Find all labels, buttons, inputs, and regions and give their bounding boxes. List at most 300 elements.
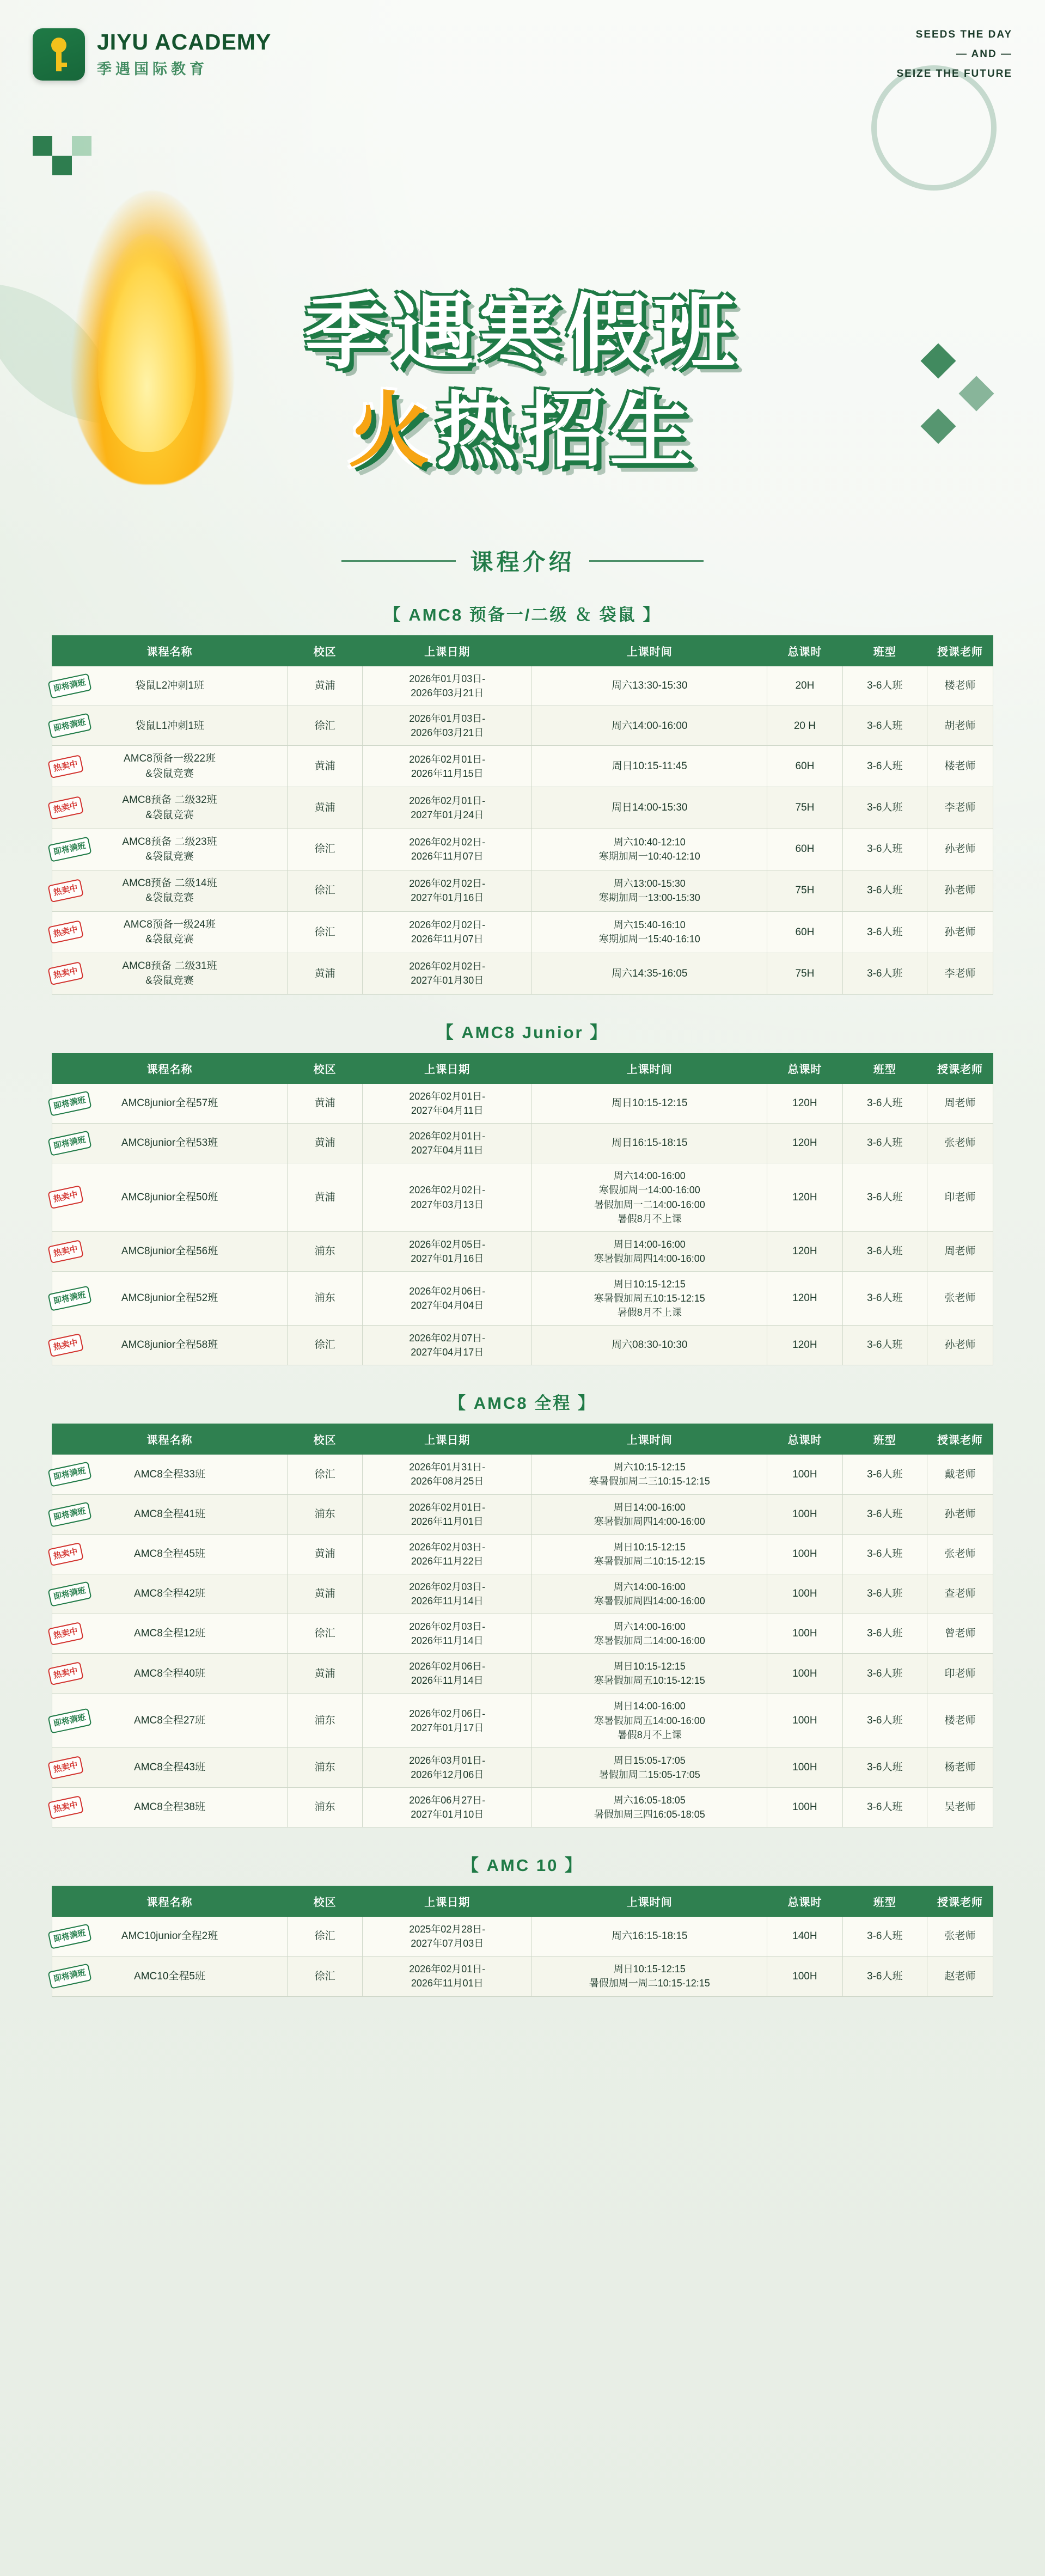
- cell-time: 周日14:00-16:00 寒暑假加周五14:00-16:00 暑假8月不上课: [532, 1694, 767, 1747]
- cell-teacher: 周老师: [927, 1083, 993, 1123]
- cell-type: 3-6人班: [842, 1163, 927, 1231]
- status-badge: 热卖中: [47, 1622, 83, 1646]
- table-row[interactable]: [52, 1787, 993, 1827]
- cell-date: 2025年02月28日- 2027年07月03日: [363, 1917, 532, 1956]
- column-header-hours: 总课时: [767, 636, 842, 666]
- status-badge: 热卖中: [47, 962, 83, 986]
- cell-type: 3-6人班: [842, 1614, 927, 1654]
- status-badge: 即将满班: [48, 837, 92, 862]
- cell-hours: 140H: [767, 1917, 842, 1956]
- course-table-block: [0, 1886, 1045, 1996]
- cell-name: [52, 1271, 288, 1325]
- column-header-type: 班型: [842, 1053, 927, 1083]
- cell-type: 3-6人班: [842, 666, 927, 706]
- cell-campus: 黄浦: [288, 1124, 363, 1163]
- status-badge: 即将满班: [48, 1091, 92, 1117]
- status-badge: 即将满班: [48, 673, 92, 699]
- course-name: AMC8junior全程50班: [121, 1191, 218, 1203]
- cell-name: [52, 746, 288, 787]
- course-name: AMC8全程33班: [134, 1468, 205, 1480]
- table-header-row: [52, 1886, 993, 1917]
- cell-time: 周六14:00-16:00: [532, 706, 767, 746]
- cell-time: 周六15:40-16:10 寒期加周一15:40-16:10: [532, 911, 767, 953]
- cell-type: 3-6人班: [842, 1271, 927, 1325]
- column-header-name: 课程名称: [52, 636, 288, 666]
- course-name: AMC8预备一级24班 &袋鼠竞赛: [124, 918, 216, 946]
- column-header-name: 课程名称: [52, 1886, 288, 1917]
- rule-right: [589, 560, 704, 562]
- cell-teacher: 杨老师: [927, 1747, 993, 1787]
- table-header-row: [52, 1053, 993, 1083]
- table-row[interactable]: [52, 1231, 993, 1271]
- cell-campus: 徐汇: [288, 911, 363, 953]
- cell-name: [52, 1534, 288, 1574]
- column-header-campus: 校区: [288, 1424, 363, 1455]
- cell-teacher: 李老师: [927, 953, 993, 994]
- cell-type: 3-6人班: [842, 1917, 927, 1956]
- cell-campus: 浦东: [288, 1231, 363, 1271]
- column-header-campus: 校区: [288, 1886, 363, 1917]
- table-row[interactable]: [52, 787, 993, 829]
- cell-hours: 100H: [767, 1614, 842, 1654]
- cell-name: [52, 1787, 288, 1827]
- table-row[interactable]: [52, 829, 993, 870]
- cell-time: 周六14:00-16:00 寒暑假加周四14:00-16:00: [532, 1574, 767, 1614]
- cell-date: 2026年02月03日- 2026年11月22日: [363, 1534, 532, 1574]
- table-row[interactable]: [52, 666, 993, 706]
- status-badge: 即将满班: [48, 1462, 92, 1487]
- cell-date: 2026年02月06日- 2027年01月17日: [363, 1694, 532, 1747]
- cell-type: 3-6人班: [842, 1455, 927, 1494]
- cell-date: 2026年02月03日- 2026年11月14日: [363, 1574, 532, 1614]
- course-name: AMC8junior全程57班: [121, 1097, 218, 1109]
- cell-type: 3-6人班: [842, 1747, 927, 1787]
- cell-type: 3-6人班: [842, 953, 927, 994]
- status-badge: 热卖中: [47, 1756, 83, 1780]
- cell-type: 3-6人班: [842, 870, 927, 911]
- group-title: 【 AMC8 全程 】: [449, 1394, 596, 1413]
- status-badge: 即将满班: [48, 1708, 92, 1733]
- cell-date: 2026年06月27日- 2027年01月10日: [363, 1787, 532, 1827]
- cell-teacher: 印老师: [927, 1163, 993, 1231]
- cell-time: 周六16:15-18:15: [532, 1917, 767, 1956]
- cell-type: 3-6人班: [842, 1654, 927, 1694]
- column-header-name: 课程名称: [52, 1053, 288, 1083]
- column-header-time: 上课时间: [532, 1886, 767, 1917]
- course-name: AMC8全程40班: [134, 1667, 205, 1679]
- cell-time: 周六10:40-12:10 寒期加周一10:40-12:10: [532, 829, 767, 870]
- cell-campus: 徐汇: [288, 1917, 363, 1956]
- cell-time: 周日10:15-11:45: [532, 746, 767, 787]
- cell-date: 2026年02月05日- 2027年01月16日: [363, 1231, 532, 1271]
- cell-campus: 黄浦: [288, 1654, 363, 1694]
- cell-teacher: 楼老师: [927, 1694, 993, 1747]
- cell-name: [52, 1574, 288, 1614]
- course-name: AMC8预备 二级23班 &袋鼠竞赛: [122, 836, 217, 863]
- cell-date: 2026年02月07日- 2027年04月17日: [363, 1326, 532, 1365]
- cell-name: [52, 1614, 288, 1654]
- cell-hours: 120H: [767, 1083, 842, 1123]
- course-name: AMC8预备 二级31班 &袋鼠竞赛: [122, 960, 217, 987]
- cell-teacher: 印老师: [927, 1654, 993, 1694]
- cell-hours: 100H: [767, 1534, 842, 1574]
- cell-type: 3-6人班: [842, 911, 927, 953]
- cell-date: 2026年01月03日- 2026年03月21日: [363, 666, 532, 706]
- cell-time: 周六14:00-16:00 寒假加周一14:00-16:00 暑假加周一二14:00-16:00 暑假8月不上课: [532, 1163, 767, 1231]
- cell-date: 2026年01月03日- 2026年03月21日: [363, 706, 532, 746]
- cell-name: [52, 1163, 288, 1231]
- cell-time: 周六08:30-10:30: [532, 1326, 767, 1365]
- course-name: AMC10全程5班: [134, 1970, 205, 1982]
- status-badge: 热卖中: [47, 755, 83, 778]
- course-table-block: [0, 635, 1045, 995]
- cell-name: [52, 1326, 288, 1365]
- cell-date: 2026年02月02日- 2027年03月13日: [363, 1163, 532, 1231]
- cell-time: 周日14:00-16:00 寒暑假加周四14:00-16:00: [532, 1231, 767, 1271]
- cell-time: 周六13:00-15:30 寒期加周一13:00-15:30: [532, 870, 767, 911]
- cell-hours: 20 H: [767, 706, 842, 746]
- cell-name: [52, 1231, 288, 1271]
- status-badge: 即将满班: [48, 1581, 92, 1607]
- cell-name: [52, 1654, 288, 1694]
- table-row[interactable]: [52, 1917, 993, 1956]
- column-header-date: 上课日期: [363, 636, 532, 666]
- cell-campus: 黄浦: [288, 746, 363, 787]
- course-table-block: [0, 1424, 1045, 1827]
- course-name: AMC8预备 二级32班 &袋鼠竞赛: [122, 794, 217, 821]
- course-name: AMC8全程42班: [134, 1588, 205, 1600]
- cell-time: 周日10:15-12:15 寒暑假加周二10:15-12:15: [532, 1534, 767, 1574]
- key-icon: [33, 28, 85, 81]
- cell-campus: 徐汇: [288, 706, 363, 746]
- status-badge: 即将满班: [48, 1924, 92, 1949]
- status-badge: 即将满班: [48, 1964, 92, 1989]
- cell-teacher: 张老师: [927, 1271, 993, 1325]
- cell-hours: 60H: [767, 829, 842, 870]
- table-row[interactable]: [52, 746, 993, 787]
- status-badge: 即将满班: [48, 1286, 92, 1311]
- course-table: [52, 635, 993, 995]
- cell-date: 2026年02月02日- 2026年11月07日: [363, 911, 532, 953]
- brand-name-cn: 季遇国际教育: [97, 61, 208, 78]
- cell-name: [52, 706, 288, 746]
- cell-type: 3-6人班: [842, 1574, 927, 1614]
- group-title: 【 AMC8 Junior 】: [436, 1022, 609, 1042]
- table-row[interactable]: [52, 1083, 993, 1123]
- course-name: AMC8全程27班: [134, 1714, 205, 1726]
- cell-time: 周日14:00-15:30: [532, 787, 767, 829]
- cell-type: 3-6人班: [842, 746, 927, 787]
- cell-time: 周六16:05-18:05 暑假加周三四16:05-18:05: [532, 1787, 767, 1827]
- cell-type: 3-6人班: [842, 1231, 927, 1271]
- cell-campus: 黄浦: [288, 1534, 363, 1574]
- table-header-row: [52, 636, 993, 666]
- cell-campus: 徐汇: [288, 1614, 363, 1654]
- cell-date: 2026年02月01日- 2026年11月01日: [363, 1956, 532, 1996]
- hero-title-line-2: [0, 365, 1045, 482]
- cell-campus: 徐汇: [288, 870, 363, 911]
- cell-hours: 100H: [767, 1747, 842, 1787]
- cell-date: 2026年02月03日- 2026年11月14日: [363, 1614, 532, 1654]
- course-name: 袋鼠L1冲刺1班: [135, 720, 204, 732]
- slogan-line-1: SEEDS THE DAY: [915, 28, 1012, 40]
- cell-teacher: 李老师: [927, 787, 993, 829]
- cell-campus: 浦东: [288, 1271, 363, 1325]
- course-groups: [0, 601, 1045, 1997]
- cell-hours: 120H: [767, 1271, 842, 1325]
- column-header-hours: 总课时: [767, 1424, 842, 1455]
- cell-teacher: 吴老师: [927, 1787, 993, 1827]
- cell-name: [52, 1694, 288, 1747]
- cell-campus: 浦东: [288, 1494, 363, 1534]
- cell-teacher: 孙老师: [927, 870, 993, 911]
- cell-teacher: 楼老师: [927, 666, 993, 706]
- cell-time: 周六14:35-16:05: [532, 953, 767, 994]
- cell-campus: 黄浦: [288, 1163, 363, 1231]
- table-row[interactable]: [52, 1271, 993, 1325]
- cell-teacher: 张老师: [927, 1124, 993, 1163]
- cell-hours: 100H: [767, 1654, 842, 1694]
- column-header-date: 上课日期: [363, 1053, 532, 1083]
- status-badge: 热卖中: [47, 1661, 83, 1685]
- cell-campus: 浦东: [288, 1694, 363, 1747]
- cell-time: 周日10:15-12:15: [532, 1083, 767, 1123]
- cell-teacher: 楼老师: [927, 746, 993, 787]
- table-row[interactable]: [52, 1124, 993, 1163]
- slogan: [896, 25, 1012, 84]
- cell-hours: 120H: [767, 1163, 842, 1231]
- cell-name: [52, 666, 288, 706]
- slogan-line-2: — AND —: [956, 48, 1012, 60]
- cell-hours: 75H: [767, 953, 842, 994]
- brand: [33, 28, 271, 81]
- cell-teacher: 查老师: [927, 1574, 993, 1614]
- course-name: AMC8预备 二级14班 &袋鼠竞赛: [122, 877, 217, 904]
- cell-type: 3-6人班: [842, 787, 927, 829]
- table-row[interactable]: [52, 1614, 993, 1654]
- cell-type: 3-6人班: [842, 1494, 927, 1534]
- cell-teacher: 周老师: [927, 1231, 993, 1271]
- page-header: [0, 0, 1045, 109]
- cell-date: 2026年02月06日- 2027年04月04日: [363, 1271, 532, 1325]
- cell-teacher: 孙老师: [927, 829, 993, 870]
- cell-date: 2026年02月02日- 2027年01月16日: [363, 870, 532, 911]
- table-row[interactable]: [52, 1747, 993, 1787]
- column-header-time: 上课时间: [532, 636, 767, 666]
- cell-hours: 100H: [767, 1956, 842, 1996]
- cell-name: [52, 1747, 288, 1787]
- column-header-teacher: 授课老师: [927, 636, 993, 666]
- rule-left: [341, 560, 456, 562]
- slogan-line-3: SEIZE THE FUTURE: [896, 68, 1012, 80]
- cell-hours: 20H: [767, 666, 842, 706]
- course-name: 袋鼠L2冲刺1班: [135, 680, 204, 692]
- cell-campus: 黄浦: [288, 787, 363, 829]
- status-badge: 即将满班: [48, 1131, 92, 1156]
- status-badge: 热卖中: [47, 1542, 83, 1566]
- column-header-date: 上课日期: [363, 1424, 532, 1455]
- column-header-teacher: 授课老师: [927, 1424, 993, 1455]
- cell-name: [52, 953, 288, 994]
- table-row[interactable]: [52, 1694, 993, 1747]
- cell-date: 2026年02月01日- 2027年04月11日: [363, 1083, 532, 1123]
- cell-name: [52, 1494, 288, 1534]
- cell-name: [52, 1124, 288, 1163]
- course-name: AMC8junior全程56班: [121, 1246, 218, 1257]
- table-row[interactable]: [52, 1654, 993, 1694]
- table-row[interactable]: [52, 1455, 993, 1494]
- cell-teacher: 赵老师: [927, 1956, 993, 1996]
- status-badge: 热卖中: [47, 1240, 83, 1264]
- course-table-block: [0, 1053, 1045, 1365]
- cell-campus: 黄浦: [288, 1574, 363, 1614]
- cell-type: 3-6人班: [842, 1083, 927, 1123]
- course-table: [52, 1053, 993, 1365]
- column-header-campus: 校区: [288, 1053, 363, 1083]
- status-badge: 热卖中: [47, 1795, 83, 1819]
- cell-type: 3-6人班: [842, 1694, 927, 1747]
- column-header-date: 上课日期: [363, 1886, 532, 1917]
- cell-hours: 100H: [767, 1787, 842, 1827]
- table-row[interactable]: [52, 1534, 993, 1574]
- cell-date: 2026年02月06日- 2026年11月14日: [363, 1654, 532, 1694]
- cell-time: 周六14:00-16:00 寒暑假加周二14:00-16:00: [532, 1614, 767, 1654]
- course-name: AMC8junior全程52班: [121, 1292, 218, 1304]
- column-header-teacher: 授课老师: [927, 1053, 993, 1083]
- course-table: [52, 1424, 993, 1827]
- table-row[interactable]: [52, 706, 993, 746]
- section-title: 课程介绍: [470, 549, 575, 575]
- column-header-teacher: 授课老师: [927, 1886, 993, 1917]
- course-name: AMC8全程12班: [134, 1628, 205, 1640]
- status-badge: 即将满班: [48, 1501, 92, 1527]
- cell-teacher: 孙老师: [927, 911, 993, 953]
- cell-time: 周日16:15-18:15: [532, 1124, 767, 1163]
- course-name: AMC8junior全程58班: [121, 1339, 218, 1351]
- course-name: AMC8全程43班: [134, 1762, 205, 1774]
- column-header-type: 班型: [842, 636, 927, 666]
- cell-name: [52, 1917, 288, 1956]
- cell-name: [52, 911, 288, 953]
- column-header-type: 班型: [842, 1886, 927, 1917]
- cell-hours: 100H: [767, 1455, 842, 1494]
- cell-time: 周六13:30-15:30: [532, 666, 767, 706]
- cell-hours: 100H: [767, 1494, 842, 1534]
- status-badge: 热卖中: [47, 920, 83, 944]
- column-header-time: 上课时间: [532, 1424, 767, 1455]
- cell-hours: 75H: [767, 870, 842, 911]
- course-name: AMC8全程38班: [134, 1801, 205, 1813]
- status-badge: 热卖中: [47, 879, 83, 903]
- table-row[interactable]: [52, 953, 993, 994]
- cell-date: 2026年03月01日- 2026年12月06日: [363, 1747, 532, 1787]
- cell-teacher: 戴老师: [927, 1455, 993, 1494]
- cell-teacher: 张老师: [927, 1917, 993, 1956]
- cell-date: 2026年01月31日- 2026年08月25日: [363, 1455, 532, 1494]
- cell-name: [52, 1956, 288, 1996]
- table-row[interactable]: [52, 1326, 993, 1365]
- cell-hours: 60H: [767, 911, 842, 953]
- course-name: AMC10junior全程2班: [121, 1930, 218, 1942]
- cell-hours: 75H: [767, 787, 842, 829]
- cell-date: 2026年02月01日- 2026年11月01日: [363, 1494, 532, 1534]
- hero-title-fire-char: 火: [348, 385, 436, 476]
- cell-hours: 120H: [767, 1124, 842, 1163]
- cell-campus: 黄浦: [288, 953, 363, 994]
- table-row[interactable]: [52, 870, 993, 911]
- cell-type: 3-6人班: [842, 1326, 927, 1365]
- table-row[interactable]: [52, 911, 993, 953]
- status-badge: 热卖中: [47, 796, 83, 820]
- table-row[interactable]: [52, 1574, 993, 1614]
- cell-name: [52, 787, 288, 829]
- cell-teacher: 孙老师: [927, 1494, 993, 1534]
- cell-teacher: 孙老师: [927, 1326, 993, 1365]
- cell-campus: 徐汇: [288, 1455, 363, 1494]
- status-badge: 即将满班: [48, 713, 92, 739]
- cell-time: 周日10:15-12:15 寒暑假加周五10:15-12:15 暑假8月不上课: [532, 1271, 767, 1325]
- cell-type: 3-6人班: [842, 706, 927, 746]
- cell-time: 周六10:15-12:15 寒暑假加周二三10:15-12:15: [532, 1455, 767, 1494]
- column-header-time: 上课时间: [532, 1053, 767, 1083]
- cell-campus: 徐汇: [288, 1956, 363, 1996]
- cell-type: 3-6人班: [842, 1534, 927, 1574]
- table-row[interactable]: [52, 1494, 993, 1534]
- cell-campus: 徐汇: [288, 829, 363, 870]
- cell-teacher: 胡老师: [927, 706, 993, 746]
- course-name: AMC8预备一级22班 &袋鼠竞赛: [124, 753, 216, 780]
- cell-date: 2026年02月02日- 2027年01月30日: [363, 953, 532, 994]
- cell-time: 周日10:15-12:15 寒暑假加周五10:15-12:15: [532, 1654, 767, 1694]
- cell-teacher: 曾老师: [927, 1614, 993, 1654]
- table-row[interactable]: [52, 1163, 993, 1231]
- group-title: 【 AMC8 预备一/二级 ＆ 袋鼠 】: [383, 605, 662, 624]
- hero-title-line-2-rest: 热招生: [435, 385, 697, 476]
- group-title: 【 AMC 10 】: [462, 1856, 583, 1875]
- cell-time: 周日15:05-17:05 暑假加周二15:05-17:05: [532, 1747, 767, 1787]
- cell-type: 3-6人班: [842, 1124, 927, 1163]
- status-badge: 热卖中: [47, 1333, 83, 1357]
- cell-campus: 黄浦: [288, 1083, 363, 1123]
- column-header-name: 课程名称: [52, 1424, 288, 1455]
- column-header-type: 班型: [842, 1424, 927, 1455]
- course-name: AMC8junior全程53班: [121, 1137, 218, 1149]
- cell-campus: 黄浦: [288, 666, 363, 706]
- cell-hours: 120H: [767, 1231, 842, 1271]
- cell-campus: 浦东: [288, 1787, 363, 1827]
- hero-banner: [0, 109, 1045, 539]
- cell-time: 周日14:00-16:00 寒暑假加周四14:00-16:00: [532, 1494, 767, 1534]
- cell-name: [52, 1083, 288, 1123]
- column-header-hours: 总课时: [767, 1053, 842, 1083]
- section-title-row: [0, 544, 1045, 577]
- cell-time: 周日10:15-12:15 暑假加周一周二10:15-12:15: [532, 1956, 767, 1996]
- cell-name: [52, 1455, 288, 1494]
- course-name: AMC8全程45班: [134, 1548, 205, 1560]
- cell-hours: 100H: [767, 1574, 842, 1614]
- table-header-row: [52, 1424, 993, 1455]
- table-row[interactable]: [52, 1956, 993, 1996]
- cell-campus: 浦东: [288, 1747, 363, 1787]
- cell-date: 2026年02月01日- 2027年01月24日: [363, 787, 532, 829]
- cell-date: 2026年02月02日- 2026年11月07日: [363, 829, 532, 870]
- brand-name-en: JIYU ACADEMY: [97, 29, 272, 54]
- column-header-hours: 总课时: [767, 1886, 842, 1917]
- cell-campus: 徐汇: [288, 1326, 363, 1365]
- cell-date: 2026年02月01日- 2027年04月11日: [363, 1124, 532, 1163]
- cell-name: [52, 829, 288, 870]
- cell-type: 3-6人班: [842, 829, 927, 870]
